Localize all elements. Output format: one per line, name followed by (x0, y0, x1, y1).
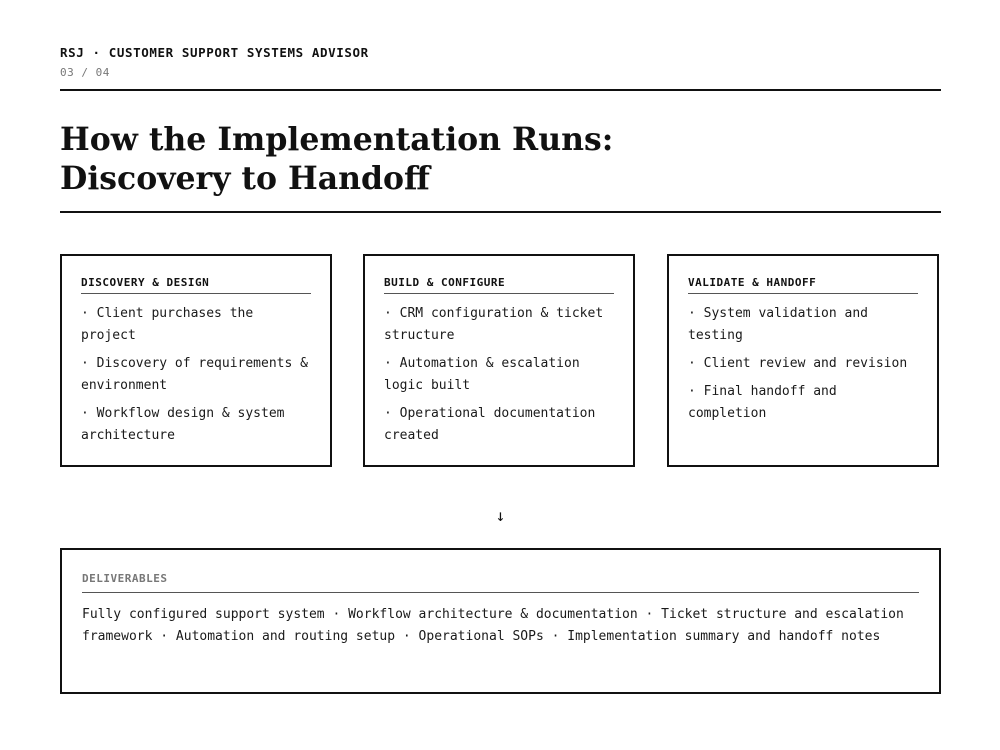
title-line-1: How the Implementation Runs: (60, 121, 614, 158)
title-line-2: Discovery to Handoff (60, 160, 430, 197)
phase-item: · Automation & escalation logic built (384, 356, 580, 393)
phase-item: · System validation and testing (688, 306, 869, 343)
phase-item: · CRM configuration & ticket structure (384, 306, 604, 343)
phase-item: · Discovery of requirements & environment (81, 356, 308, 393)
phase-card-discovery-design (60, 254, 332, 467)
phase-heading: DISCOVERY & DESIGN (81, 276, 311, 294)
phase-heading: VALIDATE & HANDOFF (688, 276, 918, 294)
brand-label: RSJ · CUSTOMER SUPPORT SYSTEMS ADVISOR (60, 45, 369, 60)
phase-item: · Final handoff and completion (688, 384, 837, 421)
phase-card-build-configure (363, 254, 635, 467)
phase-item: · Workflow design & system architecture (81, 406, 285, 443)
down-arrow-icon: ↓ (495, 506, 506, 525)
phase-item: · Client purchases the project (81, 306, 254, 343)
phase-item: · Operational documentation created (384, 406, 596, 443)
page-title (60, 120, 613, 198)
deliverables-box (60, 548, 941, 694)
deliverables-text: Fully configured support system · Workflow architecture & documentation · Ticket structure and escalation framework · Automation and routing setup · Operational SOPs · Implementation summary and handoff notes (82, 607, 904, 644)
phase-item: · Client review and revision (688, 356, 908, 371)
deliverables-heading: DELIVERABLES (82, 572, 919, 593)
page-number: 03 / 04 (60, 66, 110, 79)
phase-card-validate-handoff (667, 254, 939, 467)
header-divider (60, 89, 941, 91)
title-divider (60, 211, 941, 213)
phase-heading: BUILD & CONFIGURE (384, 276, 614, 294)
